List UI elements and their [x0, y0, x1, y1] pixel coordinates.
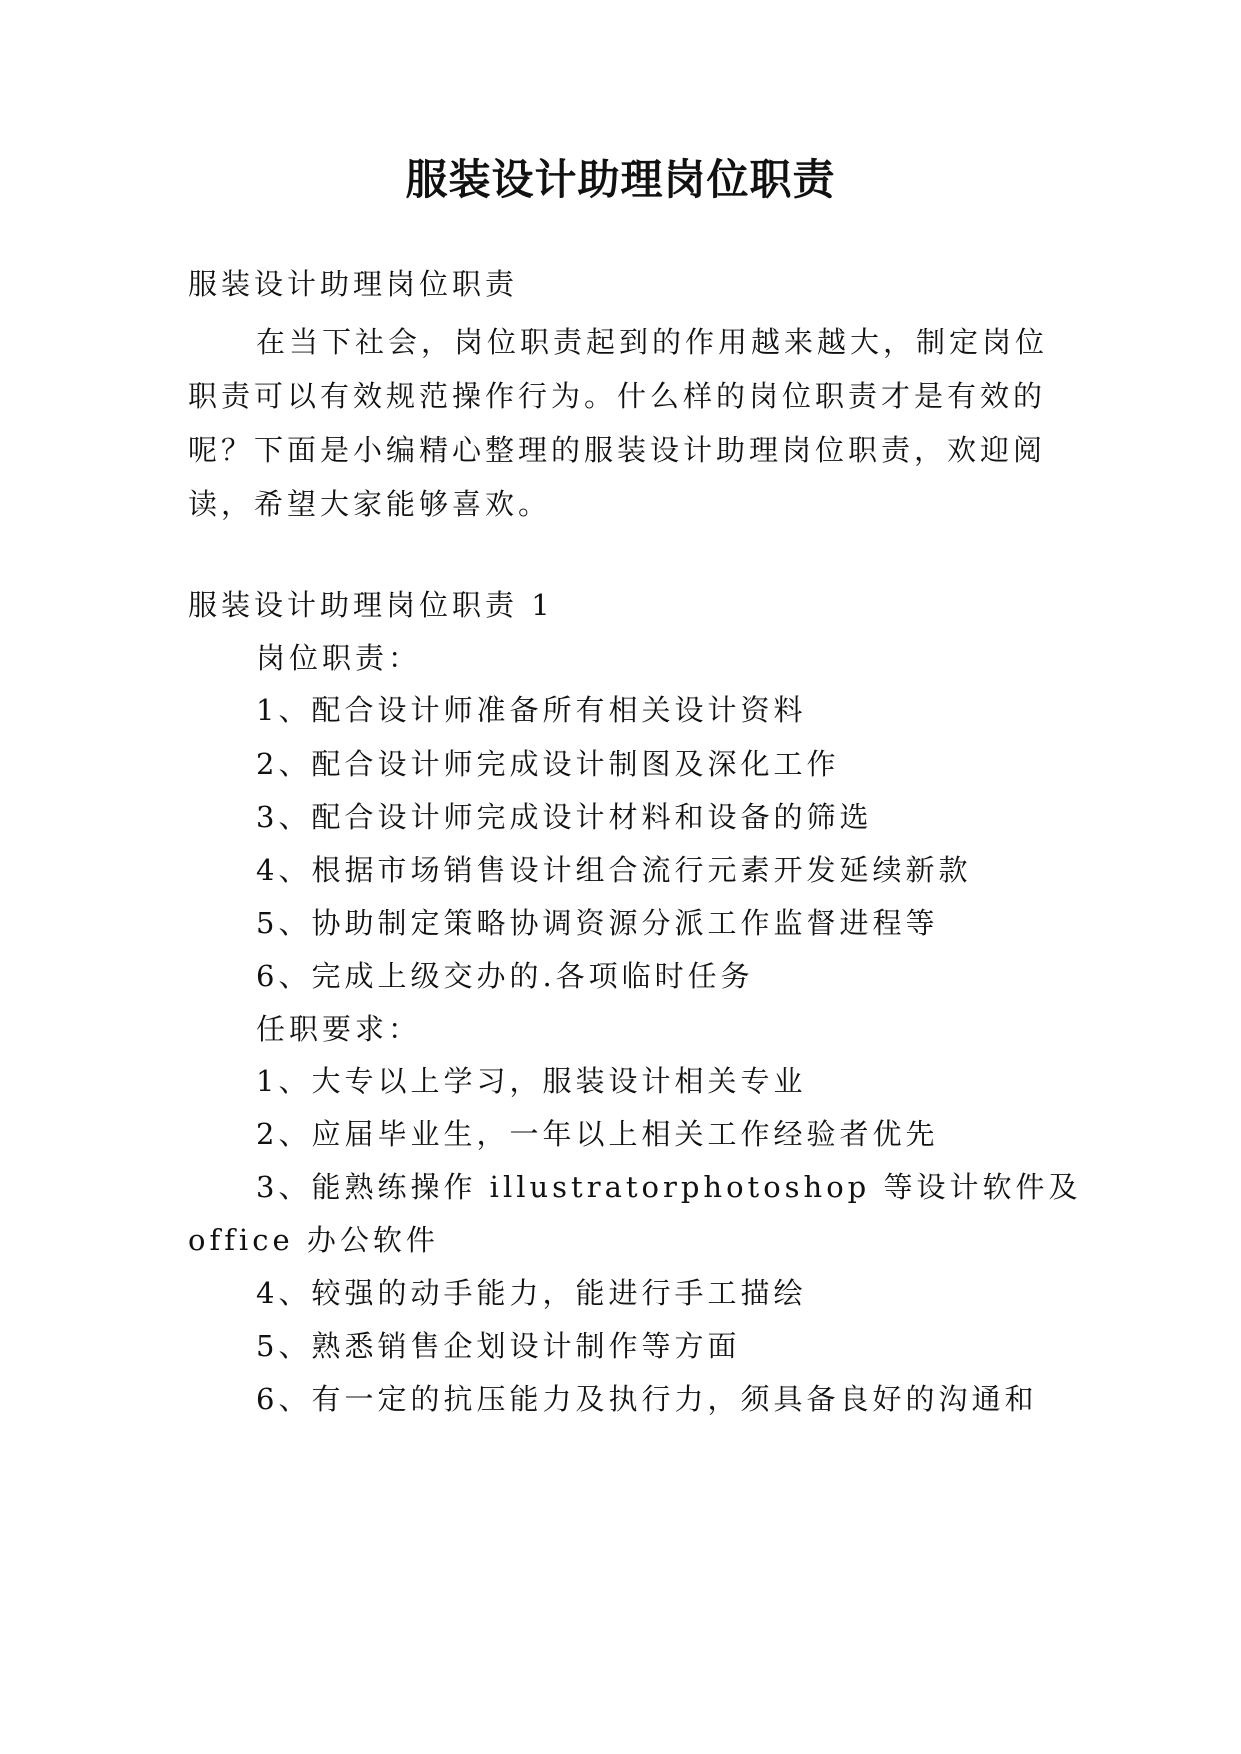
requirement-item: 5、熟悉销售企划设计制作等方面 [256, 1329, 741, 1363]
intro-line-3: 呢？下面是小编精心整理的服装设计助理岗位职责，欢迎阅 [188, 433, 1047, 467]
duty-item: 3、配合设计师完成设计材料和设备的筛选 [256, 800, 873, 834]
requirement-item: 6、有一定的抗压能力及执行力，须具备良好的沟通和 [256, 1382, 1038, 1416]
intro-line-1: 在当下社会，岗位职责起到的作用越来越大，制定岗位 [256, 325, 1049, 359]
duties-label: 岗位职责： [256, 641, 422, 675]
document-title: 服装设计助理岗位职责 [405, 155, 836, 204]
requirement-item: 2、应届毕业生，一年以上相关工作经验者优先 [256, 1117, 939, 1151]
intro-line-4: 读，希望大家能够喜欢。 [188, 487, 552, 521]
requirement-item: 1、大专以上学习，服装设计相关专业 [256, 1064, 807, 1098]
requirement-item-continuation: office 办公软件 [188, 1223, 439, 1257]
duty-item: 4、根据市场销售设计组合流行元素开发延续新款 [256, 853, 972, 887]
duty-item: 2、配合设计师完成设计制图及深化工作 [256, 747, 840, 781]
requirement-item: 3、能熟练操作 illustratorphotoshop 等设计软件及 [256, 1170, 1082, 1204]
duty-item: 6、完成上级交办的.各项临时任务 [256, 959, 754, 993]
duty-item: 5、协助制定策略协调资源分派工作监督进程等 [256, 906, 939, 940]
requirement-item: 4、较强的动手能力，能进行手工描绘 [256, 1276, 807, 1310]
section-heading: 服装设计助理岗位职责 1 [188, 588, 554, 622]
requirements-label: 任职要求： [256, 1012, 422, 1046]
intro-line-2: 职责可以有效规范操作行为。什么样的岗位职责才是有效的 [188, 379, 1047, 413]
duty-item: 1、配合设计师准备所有相关设计资料 [256, 693, 807, 727]
subtitle: 服装设计助理岗位职责 [188, 267, 519, 301]
